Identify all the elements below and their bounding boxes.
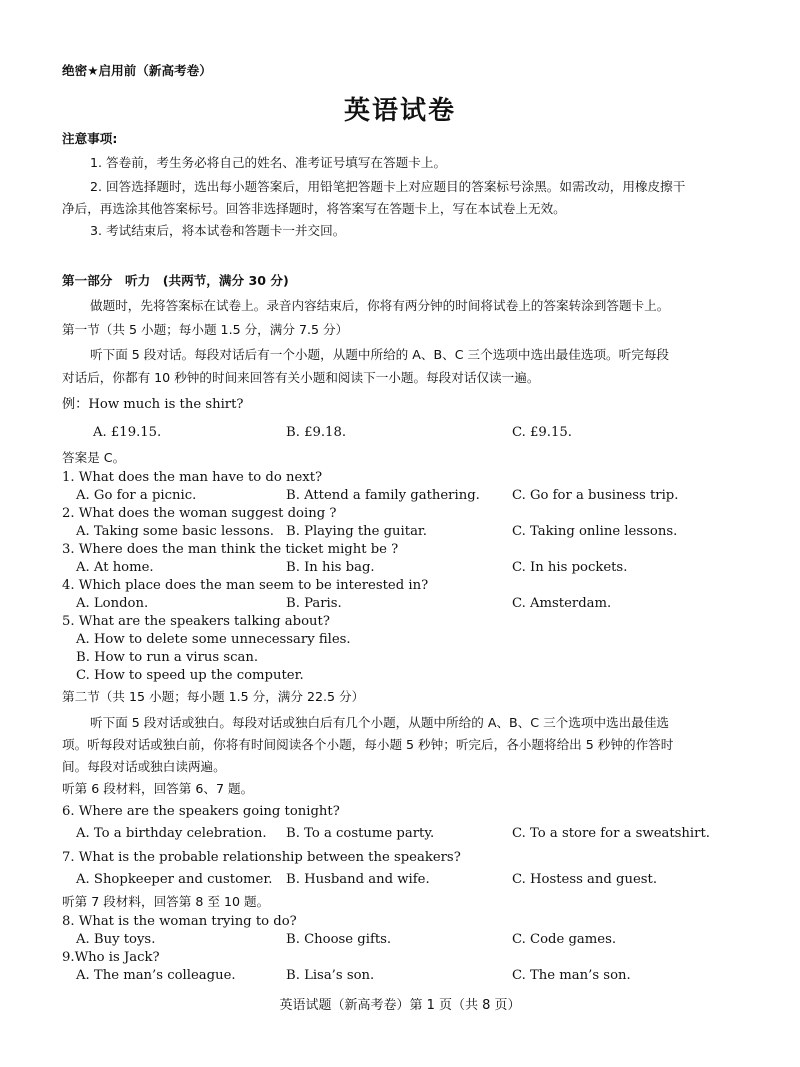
section2-heading: 第二节（共 15 小题；每小题 1.5 分，满分 22.5 分）: [62, 689, 365, 704]
q3-option-a: A. At home.: [76, 560, 154, 575]
section2-instructions-2: 项。听每段对话或独白前，你将有时间阅读各个小题，每小题 5 秒钟；听完后，各小题将给出 5 秒钟的作答时: [62, 737, 674, 752]
q3-option-c: C. In his pockets.: [512, 560, 628, 575]
question-5: 5. What are the speakers talking about?: [62, 614, 330, 629]
q1-option-a: A. Go for a picnic.: [76, 488, 197, 503]
section1-heading: 第一节（共 5 小题；每小题 1.5 分，满分 7.5 分）: [62, 322, 349, 337]
q2-option-c: C. Taking online lessons.: [512, 524, 678, 539]
question-4: 4. Which place does the man seem to be interested in?: [62, 578, 429, 593]
notice-line-3: 3. 考试结束后，将本试卷和答题卡一并交回。: [90, 223, 346, 238]
q9-option-b: B. Lisa’s son.: [286, 968, 375, 983]
q8-option-a: A. Buy toys.: [76, 932, 156, 947]
question-9: 9.Who is Jack?: [62, 950, 160, 965]
q4-option-b: B. Paris.: [286, 596, 342, 611]
example-option-b: B. £9.18.: [286, 425, 347, 440]
q6-option-b: B. To a costume party.: [286, 826, 435, 841]
q8-option-b: B. Choose gifts.: [286, 932, 392, 947]
q7-option-a: A. Shopkeeper and customer.: [76, 872, 273, 887]
q6-option-c: C. To a store for a sweatshirt.: [512, 826, 710, 841]
question-7: 7. What is the probable relationship between the speakers?: [62, 850, 461, 865]
q9-option-c: C. The man’s son.: [512, 968, 631, 983]
material-7-note: 听第 7 段材料，回答第 8 至 10 题。: [62, 894, 270, 909]
notice-line-2a: 2. 回答选择题时，选出每小题答案后，用铅笔把答题卡上对应题目的答案标号涂黑。如需改动，用橡皮擦干: [90, 179, 686, 194]
notice-heading: 注意事项:: [62, 131, 118, 146]
section1-instructions-b: 对话后，你都有 10 秒钟的时间来回答有关小题和阅读下一小题。每段对话仅读一遍。: [62, 370, 540, 385]
example-option-c: C. £9.15.: [512, 425, 572, 440]
page-title: 英语试卷: [343, 96, 456, 126]
section2-instructions-3: 间。每段对话或独白读两遍。: [62, 759, 226, 774]
question-6: 6. Where are the speakers going tonight?: [62, 804, 340, 819]
q1-option-c: C. Go for a business trip.: [512, 488, 679, 503]
confidential-label: 绝密★启用前（新高考卷）: [62, 63, 212, 78]
question-2: 2. What does the woman suggest doing ?: [62, 506, 337, 521]
question-1: 1. What does the man have to do next?: [62, 470, 323, 485]
question-8: 8. What is the woman trying to do?: [62, 914, 297, 929]
notice-line-1: 1. 答卷前，考生务必将自己的姓名、准考证号填写在答题卡上。: [90, 155, 447, 170]
material-6-note: 听第 6 段材料，回答第 6、7 题。: [62, 781, 254, 796]
question-3: 3. Where does the man think the ticket might be ?: [62, 542, 399, 557]
q2-option-b: B. Playing the guitar.: [286, 524, 427, 539]
q7-option-b: B. Husband and wife.: [286, 872, 430, 887]
example-answer: 答案是 C。: [62, 450, 126, 465]
example-option-a: A. £19.15.: [93, 425, 162, 440]
q5-option-a: A. How to delete some unnecessary files.: [76, 632, 351, 647]
q4-option-c: C. Amsterdam.: [512, 596, 612, 611]
part1-intro: 做题时，先将答案标在试卷上。录音内容结束后，你将有两分钟的时间将试卷上的答案转涂到答题卡上。: [90, 298, 670, 313]
page-footer: 英语试题（新高考卷）第 1 页（共 8 页）: [279, 998, 521, 1013]
q6-option-a: A. To a birthday celebration.: [76, 826, 267, 841]
notice-line-2b: 净后，再选涂其他答案标号。回答非选择题时，将答案写在答题卡上，写在本试卷上无效。: [62, 201, 566, 216]
q2-option-a: A. Taking some basic lessons.: [76, 524, 274, 539]
section1-instructions-a: 听下面 5 段对话。每段对话后有一个小题，从题中所给的 A、B、C 三个选项中选出最佳选项。听完每段: [90, 347, 670, 362]
section2-instructions-1: 听下面 5 段对话或独白。每段对话或独白后有几个小题，从题中所给的 A、B、C 三个选项中选出最佳选: [90, 715, 670, 730]
q7-option-c: C. Hostess and guest.: [512, 872, 658, 887]
q4-option-a: A. London.: [76, 596, 149, 611]
part1-heading: 第一部分 听力 (共两节，满分 30 分): [62, 273, 289, 288]
q8-option-c: C. Code games.: [512, 932, 617, 947]
q5-option-c: C. How to speed up the computer.: [76, 668, 304, 683]
example-question: 例：How much is the shirt?: [62, 397, 244, 412]
q1-option-b: B. Attend a family gathering.: [286, 488, 480, 503]
q3-option-b: B. In his bag.: [286, 560, 375, 575]
q5-option-b: B. How to run a virus scan.: [76, 650, 259, 665]
q9-option-a: A. The man’s colleague.: [76, 968, 236, 983]
